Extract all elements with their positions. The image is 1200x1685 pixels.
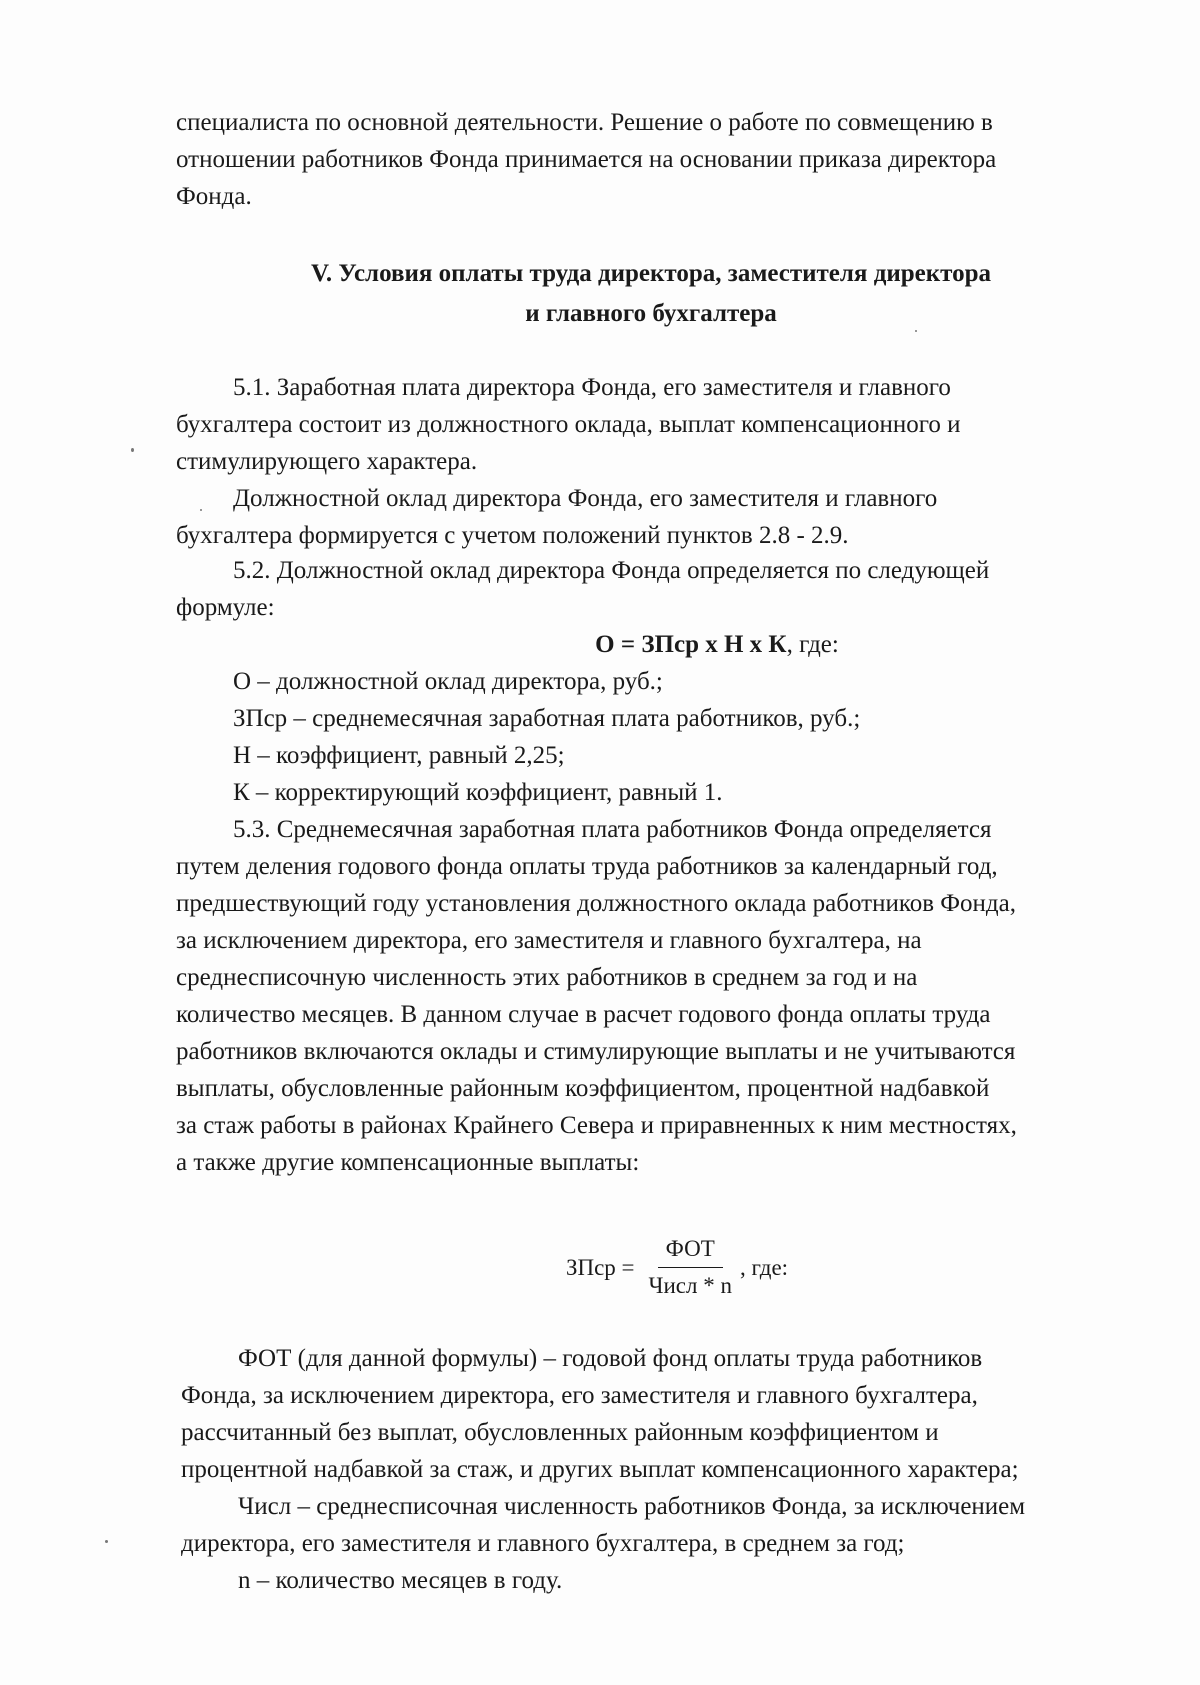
definition-line: n – количество месяцев в году. [238, 1567, 563, 1594]
paragraph-line: за исключением директора, его заместителя и главного бухгалтера, на [176, 927, 922, 954]
scan-speck [200, 509, 202, 511]
scan-speck [105, 1540, 108, 1543]
scan-speck [131, 448, 134, 452]
definition-line: Фонда, за исключением директора, его заместителя и главного бухгалтера, [181, 1382, 978, 1409]
intro-line: Фонда. [176, 183, 252, 210]
section-title-line: V. Условия оплаты труда директора, заместителя директора [310, 260, 992, 287]
section-title-line: и главного бухгалтера [525, 300, 777, 327]
fraction-definitions [181, 1340, 1139, 1599]
intro-line: отношении работников Фонда принимается на основании приказа директора [176, 146, 997, 173]
intro-line: специалиста по основной деятельности. Решение о работе по совмещению в [176, 109, 993, 136]
scan-speck [915, 330, 917, 332]
paragraph-line: среднесписочную численность этих работников в среднем за год и на [176, 964, 918, 991]
paragraph-line: 5.1. Заработная плата директора Фонда, его заместителя и главного [233, 374, 951, 401]
section-heading [170, 254, 1132, 334]
fraction-formula [176, 1233, 1138, 1302]
formula-lhs: ЗПср = [565, 1255, 635, 1280]
paragraph-5-1 [176, 369, 1138, 554]
paragraph-line: формуле: [176, 594, 275, 621]
salary-formula-expression: О = ЗПср х Н х К [595, 631, 787, 658]
definition-line: рассчитанный без выплат, обусловленных районным коэффициентом и [181, 1419, 939, 1446]
average-salary-formula [176, 1233, 1138, 1302]
paragraph-line: за стаж работы в районах Крайнего Севера и приравненных к ним местностях, [176, 1112, 1017, 1139]
paragraph-line: количество месяцев. В данном случае в расчет годового фонда оплаты труда [176, 1001, 991, 1028]
paragraph-5-2 [176, 552, 1138, 663]
definition-item: К – корректирующий коэффициент, равный 1. [233, 779, 723, 806]
paragraph-line: 5.3. Среднемесячная заработная плата работников Фонда определяется [233, 816, 992, 843]
definition-item: ЗПср – среднемесячная заработная плата работников, руб.; [233, 705, 861, 732]
fraction-numerator: ФОТ [658, 1233, 723, 1268]
definition-item: О – должностной оклад директора, руб.; [233, 668, 663, 695]
formula-suffix: , где: [739, 1255, 789, 1280]
definition-line: директора, его заместителя и главного бухгалтера, в среднем за год; [181, 1530, 905, 1557]
definition-line: Числ – среднесписочная численность работников Фонда, за исключением [238, 1493, 1026, 1520]
paragraph-line: выплаты, обусловленные районным коэффициентом, процентной надбавкой [176, 1075, 990, 1102]
paragraph-line: стимулирующего характера. [176, 448, 478, 475]
salary-formula [176, 626, 1138, 663]
paragraph-line: работников включаются оклады и стимулирующие выплаты и не учитываются [176, 1038, 1016, 1065]
definition-line: ФОТ (для данной формулы) – годовой фонд оплаты труда работников [238, 1345, 983, 1372]
paragraph-5-3 [176, 811, 1138, 1181]
paragraph-line: 5.2. Должностной оклад директора Фонда определяется по следующей [233, 557, 990, 584]
formula-suffix: , где: [786, 631, 839, 658]
paragraph-line: бухгалтера формируется с учетом положений пунктов 2.8 - 2.9. [176, 522, 849, 549]
paragraph-line: предшествующий году установления должностного оклада работников Фонда, [176, 890, 1016, 917]
formula-definitions [176, 663, 1138, 811]
paragraph-line: а также другие компенсационные выплаты: [176, 1149, 640, 1176]
paragraph-line: путем деления годового фонда оплаты труда работников за календарный год, [176, 853, 998, 880]
intro-paragraph [176, 104, 1138, 215]
definition-line: процентной надбавкой за стаж, и других выплат компенсационного характера; [181, 1456, 1019, 1483]
fraction-denominator: Числ * n [648, 1273, 732, 1298]
paragraph-line: Должностной оклад директора Фонда, его заместителя и главного [233, 485, 938, 512]
paragraph-line: бухгалтера состоит из должностного оклада, выплат компенсационного и [176, 411, 961, 438]
definition-item: Н – коэффициент, равный 2,25; [233, 742, 565, 769]
fraction [641, 1233, 740, 1302]
